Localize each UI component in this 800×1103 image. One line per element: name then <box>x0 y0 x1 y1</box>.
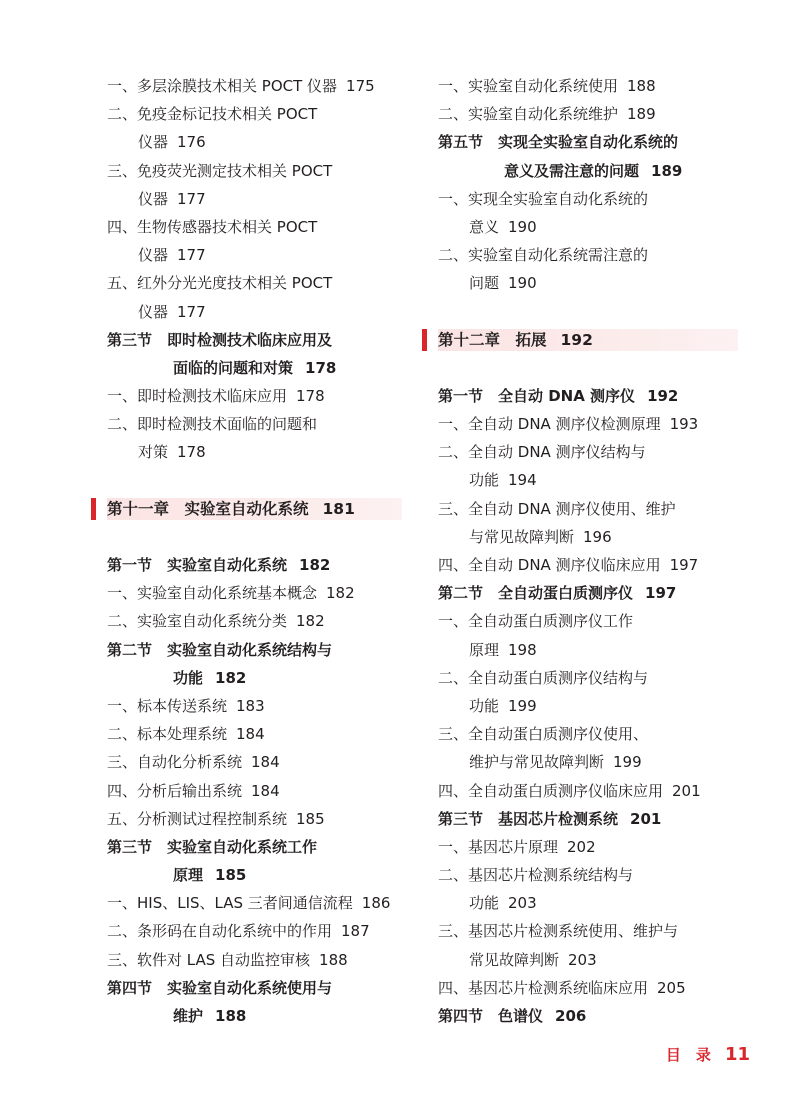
toc-page-number: 201 <box>630 809 662 828</box>
toc-item-continuation <box>438 748 738 776</box>
toc-text: 功能 <box>469 471 500 490</box>
toc-text: 一、全自动蛋白质测序仪工作 <box>438 612 634 631</box>
toc-text: 第三节 实验室自动化系统工作 <box>107 837 318 856</box>
toc-text: 原理 <box>469 640 500 659</box>
toc-text: 第四节 色谱仪 <box>438 1007 544 1025</box>
toc-item <box>438 185 738 213</box>
toc-page-number: 182 <box>326 584 355 603</box>
toc-text: 一、实验室自动化系统基本概念 <box>107 584 318 603</box>
toc-page-number: 182 <box>215 668 247 687</box>
page-footer <box>666 1044 750 1065</box>
toc-page-number: 186 <box>361 894 391 913</box>
toc-page-number: 203 <box>508 894 537 913</box>
toc-page-number: 184 <box>251 753 280 772</box>
toc-text: 问题 <box>469 274 500 293</box>
toc-item <box>107 157 402 185</box>
toc-text: 功能 <box>173 668 204 687</box>
toc-text: 第一节 全自动 DNA 测序仪 <box>438 386 636 405</box>
toc-text: 二、实验室自动化系统维护 <box>438 105 619 124</box>
toc-page-number: 196 <box>583 527 612 546</box>
toc-page-number: 203 <box>568 950 597 969</box>
toc-text: 一、标本传送系统 <box>107 696 228 715</box>
toc-page-number: 183 <box>236 696 265 715</box>
toc-text: 功能 <box>469 894 500 913</box>
toc-page-number: 190 <box>508 274 537 293</box>
toc-text: 维护 <box>173 1007 204 1025</box>
toc-page-number: 188 <box>319 950 348 969</box>
toc-item <box>107 917 402 945</box>
toc-section <box>107 551 402 579</box>
toc-right-column <box>438 72 738 1030</box>
toc-page-number: 189 <box>627 105 656 124</box>
toc-item-continuation <box>107 241 402 269</box>
toc-item <box>107 579 402 607</box>
toc-text: 一、基因芯片原理 <box>438 837 559 856</box>
toc-item-continuation <box>438 636 738 664</box>
toc-page-number: 188 <box>215 1007 247 1025</box>
toc-section <box>107 974 402 1002</box>
toc-section <box>438 382 738 410</box>
toc-item <box>438 917 738 945</box>
toc-page-number: 193 <box>669 415 699 434</box>
toc-item-continuation <box>107 128 402 156</box>
toc-page-number: 177 <box>177 246 206 265</box>
chapter-marker <box>422 329 427 351</box>
toc-item-continuation <box>438 269 738 297</box>
toc-page-number: 185 <box>296 809 325 828</box>
toc-page-number: 182 <box>296 612 325 631</box>
toc-page-number: 184 <box>251 781 280 800</box>
toc-text: 仪器 <box>138 133 169 152</box>
toc-item-continuation <box>438 889 738 917</box>
toc-text: 三、全自动 DNA 测序仪使用、维护 <box>438 499 676 518</box>
toc-item <box>438 607 738 635</box>
toc-text: 第三节 基因芯片检测系统 <box>438 809 619 828</box>
toc-text: 第二节 全自动蛋白质测序仪 <box>438 584 634 603</box>
toc-text: 二、即时检测技术面临的问题和 <box>107 415 318 434</box>
toc-text: 五、分析测试过程控制系统 <box>107 809 288 828</box>
toc-item-continuation <box>438 466 738 494</box>
toc-text: 第三节 即时检测技术临床应用及 <box>107 330 333 349</box>
toc-text: 一、HIS、LIS、LAS 三者间通信流程 <box>107 894 353 913</box>
toc-section-continuation <box>107 861 402 889</box>
toc-page-number: 185 <box>215 866 247 885</box>
toc-item-continuation <box>438 523 738 551</box>
toc-text: 第一节 实验室自动化系统 <box>107 556 288 574</box>
toc-text: 仪器 <box>138 189 169 208</box>
spacer <box>107 523 402 551</box>
toc-text: 第二节 实验室自动化系统结构与 <box>107 640 333 659</box>
toc-chapter <box>438 329 738 351</box>
toc-page-number: 189 <box>651 161 683 180</box>
toc-page-number: 178 <box>177 443 206 462</box>
toc-item <box>438 438 738 466</box>
toc-section-continuation <box>107 354 402 382</box>
toc-text: 五、红外分光光度技术相关 POCT <box>107 274 333 293</box>
toc-text: 二、基因芯片检测系统结构与 <box>438 866 634 885</box>
toc-page-number: 202 <box>567 837 596 856</box>
toc-page-number: 206 <box>555 1007 587 1025</box>
toc-text: 一、即时检测技术临床应用 <box>107 387 288 406</box>
toc-text: 四、分析后输出系统 <box>107 781 243 800</box>
toc-text: 三、自动化分析系统 <box>107 753 243 772</box>
toc-item <box>438 974 738 1002</box>
toc-item <box>107 805 402 833</box>
toc-section <box>107 326 402 354</box>
toc-section <box>107 833 402 861</box>
toc-text: 二、全自动 DNA 测序仪结构与 <box>438 443 646 462</box>
toc-page-number: 188 <box>627 77 656 95</box>
toc-text: 意义及需注意的问题 <box>504 161 640 180</box>
toc-section <box>107 636 402 664</box>
toc-text: 三、软件对 LAS 自动监控审核 <box>107 950 311 969</box>
toc-page-number: 190 <box>508 217 537 236</box>
toc-item <box>107 100 402 128</box>
toc-text: 对策 <box>138 443 169 462</box>
toc-item-continuation <box>438 213 738 241</box>
toc-item <box>107 213 402 241</box>
toc-item-continuation <box>107 185 402 213</box>
toc-text: 功能 <box>469 696 500 715</box>
toc-page-number: 178 <box>296 387 325 406</box>
toc-page-number: 182 <box>299 556 331 574</box>
toc-page-number: 197 <box>645 584 677 603</box>
toc-left-column <box>107 72 402 1030</box>
toc-page-number: 201 <box>672 781 701 800</box>
toc-item <box>107 889 402 917</box>
toc-item <box>438 72 738 100</box>
toc-section-continuation <box>438 157 738 185</box>
toc-page-number: 181 <box>322 499 355 518</box>
toc-text: 面临的问题和对策 <box>173 358 294 377</box>
toc-section <box>438 805 738 833</box>
toc-text: 一、实验室自动化系统使用 <box>438 77 619 95</box>
toc-item-continuation <box>107 438 402 466</box>
toc-page-number: 187 <box>341 922 370 941</box>
toc-text: 第四节 实验室自动化系统使用与 <box>107 978 333 997</box>
toc-item <box>438 861 738 889</box>
toc-page-number: 192 <box>560 330 593 349</box>
toc-text: 二、标本处理系统 <box>107 725 228 744</box>
toc-page-number: 175 <box>346 77 375 95</box>
toc-item <box>438 100 738 128</box>
toc-section <box>438 579 738 607</box>
toc-page-number: 205 <box>657 978 686 997</box>
toc-page-number: 177 <box>177 302 206 321</box>
toc-section <box>438 128 738 156</box>
toc-text: 二、实验室自动化系统需注意的 <box>438 246 649 265</box>
toc-page-number: 194 <box>508 471 537 490</box>
toc-text: 四、全自动蛋白质测序仪临床应用 <box>438 781 664 800</box>
toc-text: 仪器 <box>138 302 169 321</box>
toc-text: 常见故障判断 <box>469 950 560 969</box>
footer-label: 目 录 <box>665 1046 711 1064</box>
toc-text: 三、基因芯片检测系统使用、维护与 <box>438 922 679 941</box>
toc-text: 一、多层涂膜技术相关 POCT 仪器 <box>107 77 338 95</box>
toc-section-continuation <box>107 1002 402 1030</box>
toc-page-number: 197 <box>669 556 699 574</box>
toc-text: 一、全自动 DNA 测序仪检测原理 <box>438 415 661 434</box>
toc-chapter <box>107 498 402 520</box>
toc-section <box>438 1002 738 1030</box>
toc-item <box>107 720 402 748</box>
spacer <box>438 354 738 382</box>
toc-text: 一、实现全实验室自动化系统的 <box>438 189 649 208</box>
toc-text: 第五节 实现全实验室自动化系统的 <box>438 133 679 152</box>
toc-item <box>107 748 402 776</box>
toc-text: 原理 <box>173 866 204 885</box>
toc-item <box>107 777 402 805</box>
toc-text: 四、生物传感器技术相关 POCT <box>107 217 318 236</box>
spacer <box>107 467 402 495</box>
toc-text: 二、实验室自动化系统分类 <box>107 612 288 631</box>
toc-page-number: 184 <box>236 725 265 744</box>
toc-item <box>438 777 738 805</box>
toc-page-number: 199 <box>613 753 642 772</box>
spacer <box>438 298 738 326</box>
toc-text: 二、条形码在自动化系统中的作用 <box>107 922 333 941</box>
toc-item <box>107 269 402 297</box>
toc-item <box>107 607 402 635</box>
toc-item <box>438 410 738 438</box>
chapter-marker <box>91 498 96 520</box>
toc-page-number: 177 <box>177 189 206 208</box>
toc-text: 第十二章 拓展 <box>438 330 547 349</box>
toc-item <box>107 72 402 100</box>
toc-page-number: 199 <box>508 696 537 715</box>
toc-item-continuation <box>107 298 402 326</box>
toc-page-number: 198 <box>508 640 537 659</box>
toc-text: 二、全自动蛋白质测序仪结构与 <box>438 668 649 687</box>
toc-text: 四、全自动 DNA 测序仪临床应用 <box>438 556 661 574</box>
toc-text: 意义 <box>469 217 500 236</box>
toc-item <box>438 241 738 269</box>
toc-text: 三、全自动蛋白质测序仪使用、 <box>438 725 649 744</box>
toc-text: 维护与常见故障判断 <box>469 753 605 772</box>
toc-item <box>438 551 738 579</box>
toc-text: 第十一章 实验室自动化系统 <box>107 499 309 518</box>
toc-item <box>107 946 402 974</box>
toc-item <box>438 495 738 523</box>
toc-item-continuation <box>438 692 738 720</box>
toc-text: 二、免疫金标记技术相关 POCT <box>107 105 318 124</box>
toc-text: 与常见故障判断 <box>469 527 575 546</box>
toc-page-number: 178 <box>305 358 337 377</box>
toc-item <box>107 410 402 438</box>
toc-item <box>438 664 738 692</box>
toc-item <box>438 833 738 861</box>
toc-item <box>438 720 738 748</box>
toc-section-continuation <box>107 664 402 692</box>
toc-item <box>107 692 402 720</box>
toc-item-continuation <box>438 946 738 974</box>
toc-item <box>107 382 402 410</box>
toc-text: 仪器 <box>138 246 169 265</box>
toc-text: 三、免疫荧光测定技术相关 POCT <box>107 161 333 180</box>
page-number: 11 <box>724 1044 750 1065</box>
toc-page-number: 192 <box>647 386 679 405</box>
toc-page-number: 176 <box>177 133 206 152</box>
toc-text: 四、基因芯片检测系统临床应用 <box>438 978 649 997</box>
